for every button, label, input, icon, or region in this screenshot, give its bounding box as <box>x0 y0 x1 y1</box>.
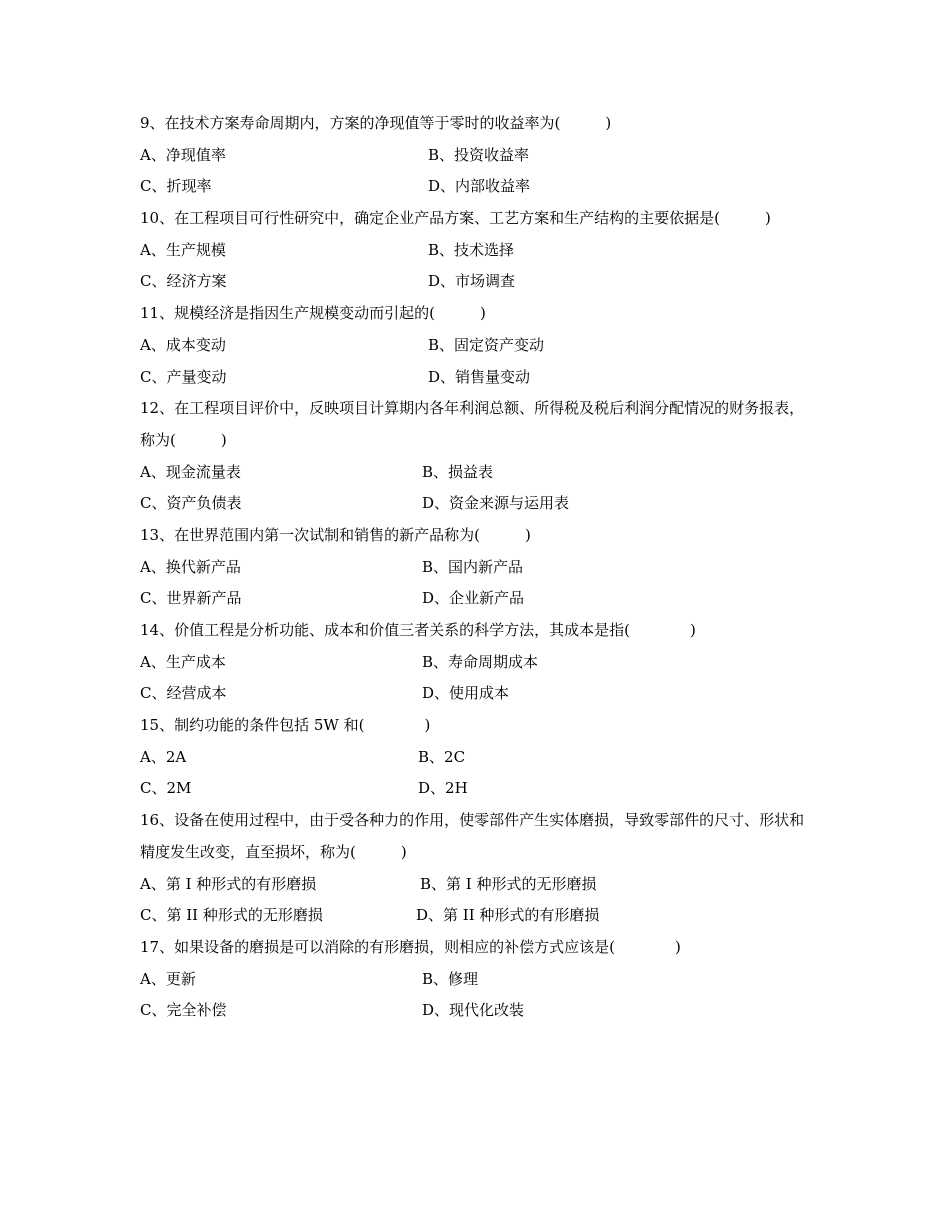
option-row <box>140 678 820 710</box>
question-stem: 9、在技术方案寿命周期内，方案的净现值等于零时的收益率为( ) <box>140 114 612 132</box>
option-d: D、企业新产品 <box>422 589 525 608</box>
question-stem: 12、在工程项目评价中，反映项目计算期内各年利润总额、所得税及税后利润分配情况的财务报表，称为( ) <box>140 399 805 449</box>
question-list <box>140 108 820 1027</box>
option-row <box>140 900 820 932</box>
option-row <box>140 995 820 1027</box>
question-stem: 16、设备在使用过程中，由于受各种力的作用，使零部件产生实体磨损，导致零部件的尺寸、形状和精度发生改变，直至损坏，称为( ) <box>140 811 805 861</box>
option-row <box>140 171 820 203</box>
option-a: A、更新 <box>140 969 196 988</box>
question-stem: 17、如果设备的磨损是可以消除的有形磨损，则相应的补偿方式应该是( ) <box>140 937 681 956</box>
option-b: B、2C <box>418 747 466 766</box>
option-c: C、2M <box>140 779 192 798</box>
option-a: A、第 I 种形式的有形磨损 <box>140 874 317 893</box>
option-row <box>140 488 820 520</box>
option-row <box>140 742 820 774</box>
option-row <box>140 964 820 996</box>
option-a: A、2A <box>140 747 187 766</box>
option-a: A、净现值率 <box>140 145 226 164</box>
option-a: A、生产成本 <box>140 652 226 671</box>
option-a: A、生产规模 <box>140 240 226 259</box>
option-b: B、投资收益率 <box>428 145 530 164</box>
option-d: D、销售量变动 <box>428 367 531 386</box>
question-stem: 15、制约功能的条件包括 5W 和( ) <box>140 716 431 735</box>
option-d: D、资金来源与运用表 <box>422 494 570 513</box>
option-d: D、2H <box>418 779 468 798</box>
option-row <box>140 773 820 805</box>
option-b: B、修理 <box>422 969 479 988</box>
option-b: B、寿命周期成本 <box>422 652 539 671</box>
option-d: D、市场调查 <box>428 272 516 291</box>
option-row <box>140 647 820 679</box>
option-d: D、使用成本 <box>422 684 510 703</box>
option-row <box>140 552 820 584</box>
option-c: C、资产负债表 <box>140 494 242 513</box>
option-b: B、损益表 <box>422 462 494 481</box>
option-a: A、现金流量表 <box>140 462 241 481</box>
option-b: B、第 I 种形式的无形磨损 <box>420 874 597 893</box>
option-c: C、经营成本 <box>140 684 227 703</box>
question-stem: 13、在世界范围内第一次试制和销售的新产品称为( ) <box>140 525 531 544</box>
option-b: B、固定资产变动 <box>428 335 545 354</box>
question-stem: 10、在工程项目可行性研究中，确定企业产品方案、工艺方案和生产结构的主要依据是( ) <box>140 209 771 228</box>
option-c: C、第 II 种形式的无形磨损 <box>140 906 323 925</box>
option-row <box>140 140 820 172</box>
question-stem: 14、价值工程是分析功能、成本和价值三者关系的科学方法，其成本是指( ) <box>140 621 696 640</box>
option-d: D、内部收益率 <box>428 177 531 196</box>
option-d: D、第 II 种形式的有形磨损 <box>416 906 600 925</box>
option-row <box>140 330 820 362</box>
option-c: C、折现率 <box>140 177 212 196</box>
option-c: C、完全补偿 <box>140 1001 227 1020</box>
option-b: B、技术选择 <box>428 240 515 259</box>
option-row <box>140 583 820 615</box>
option-row <box>140 235 820 267</box>
option-c: C、世界新产品 <box>140 589 242 608</box>
option-c: C、产量变动 <box>140 367 227 386</box>
question-stem: 11、规模经济是指因生产规模变动而引起的( ) <box>140 304 486 323</box>
option-a: A、换代新产品 <box>140 557 241 576</box>
option-a: A、成本变动 <box>140 335 226 354</box>
option-c: C、经济方案 <box>140 272 227 291</box>
option-row <box>140 457 820 489</box>
option-row <box>140 869 820 901</box>
option-d: D、现代化改装 <box>422 1001 525 1020</box>
option-row <box>140 266 820 298</box>
option-row <box>140 362 820 394</box>
option-b: B、国内新产品 <box>422 557 524 576</box>
